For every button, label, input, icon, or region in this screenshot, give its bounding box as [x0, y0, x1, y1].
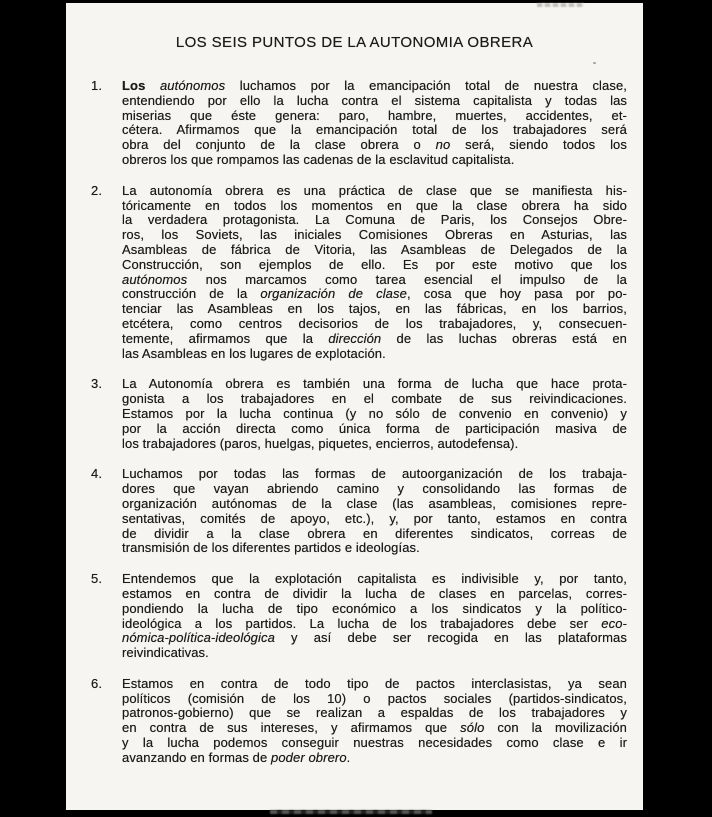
list-item — [91, 184, 627, 362]
text-segment: Estamos por la lucha continua (y no sólo de convenio en convenio) y — [122, 405, 627, 421]
text-line — [122, 736, 627, 751]
text-segment: obreros los que rompamos las cadenas de la esclavitud capitalista. — [122, 151, 515, 167]
point-number: 4. — [91, 466, 103, 482]
text-line — [122, 527, 627, 542]
text-segment: dores que vayan abriendo camino y consolidando las formas de — [122, 481, 627, 497]
text-segment: construcción de la — [122, 286, 261, 302]
page-title: LOS SEIS PUNTOS DE LA AUTONOMIA OBRERA — [175, 34, 534, 51]
text-segment: etcétera, como centros decisorios de los trabajadores, y, consecuen- — [122, 315, 627, 331]
text-line — [122, 751, 627, 766]
point-number: 1. — [91, 78, 103, 93]
text-segment: autónomos — [159, 78, 226, 93]
text-segment: tenciar las Asambleas en los tajos, en las fábricas, en los barrios, — [122, 301, 627, 317]
text-segment: la verdadera protagonista. La Comuna de Paris, los Consejos Obre- — [122, 212, 627, 228]
document-page — [66, 3, 643, 810]
text-segment: pondiendo la lucha de tipo económico a los sindicatos y la político- — [122, 600, 627, 616]
text-segment: Construcción, son ejemplos de ello. Es por este motivo que los — [122, 256, 627, 272]
text-line — [122, 332, 627, 347]
text-line — [122, 721, 627, 736]
text-segment: Luchamos por todas las formas de autoorganización de los trabaja- — [122, 466, 627, 482]
text-line — [122, 79, 627, 94]
text-line — [122, 467, 627, 482]
point-text — [122, 467, 627, 556]
text-line — [122, 199, 627, 214]
text-line — [122, 302, 627, 317]
text-line — [122, 497, 627, 512]
text-line — [122, 258, 627, 273]
text-segment: poder obrero — [271, 749, 347, 765]
text-segment: con la movilización — [484, 720, 627, 736]
text-line — [122, 617, 627, 632]
text-segment: gonista a los trabajadores en el combate de sus reivindicaciones. — [122, 391, 627, 407]
text-segment: entendiendo por ello la lucha contra el sistema capitalista y todas las — [122, 92, 627, 108]
text-segment: las Asambleas en los lugares de explotación. — [122, 345, 386, 361]
text-segment: tóricamente en todos los momentos en que la clase obrera ha sido — [122, 197, 627, 213]
text-line — [122, 377, 627, 392]
text-line — [122, 317, 627, 332]
text-segment: Entendemos que la explotación capitalista es indivisible y, por tanto, — [122, 571, 627, 587]
text-segment: sólo — [460, 720, 485, 736]
text-segment: eco- — [601, 615, 627, 631]
text-segment: los trabajadores (paros, huelgas, piquetes, encierros, autodefensa). — [122, 435, 519, 451]
text-line — [122, 646, 627, 661]
point-text — [122, 79, 627, 168]
scan-artifact-top — [537, 3, 584, 7]
text-segment: patronos-gobierno) que se realizan a espaldas de los trabajadores y — [122, 705, 627, 721]
text-segment: no — [435, 137, 451, 153]
text-segment: y la lucha podemos conseguir nuestras necesidades como clase e ir — [122, 735, 627, 751]
point-number: 2. — [91, 182, 103, 198]
text-segment: sentativas, comités de apoyo, etc.), y, por tanto, estamos en contra — [122, 510, 627, 526]
text-line — [122, 692, 627, 707]
text-segment: avanzando en formas de — [122, 749, 272, 765]
text-segment: cétera. Afirmamos que la emancipación total de los trabajadores será — [122, 122, 627, 138]
point-text — [122, 572, 627, 661]
text-line — [122, 602, 627, 617]
text-line — [122, 706, 627, 721]
text-line — [122, 94, 627, 109]
points-list — [66, 79, 643, 766]
text-segment: Estamos en contra de todo tipo de pactos interclasistas, ya sean — [122, 675, 627, 691]
text-segment: autónomos — [122, 271, 188, 287]
text-segment: ros, los Soviets, las iniciales Comisiones Obreras en Asturias, las — [122, 227, 627, 243]
text-segment: en contra de sus intereses, y afirmamos que — [122, 720, 461, 736]
point-text — [122, 677, 627, 766]
text-line — [122, 512, 627, 527]
text-segment: reivindicativas. — [122, 645, 209, 661]
text-line — [122, 541, 627, 556]
scan-speck — [593, 62, 596, 64]
text-segment: La Autonomía obrera es también una forma de lucha que hace prota- — [122, 376, 627, 392]
text-segment: nos marcamos como tarea esencial el impulso de la — [187, 271, 627, 287]
text-line — [122, 273, 627, 288]
text-segment: estamos en contra de dividir la lucha de clases en parcelas, corres- — [122, 585, 627, 601]
list-item — [91, 467, 627, 556]
text-line — [122, 138, 627, 153]
text-segment: políticos (comisión de los 10) o pactos sociales (partidos-sindicatos, — [122, 690, 627, 706]
point-number: 3. — [91, 376, 103, 392]
text-line — [122, 213, 627, 228]
list-item — [91, 677, 627, 766]
text-segment: transmisión de los diferentes partidos e ideologías. — [122, 540, 420, 556]
text-segment: obra del conjunto de la clase obrera o — [122, 137, 436, 153]
text-segment: nómica-política-ideológica — [122, 630, 275, 646]
text-segment: organización autónomas de la clase (las asambleas, comisiones repre- — [122, 495, 627, 511]
text-segment: dirección — [328, 330, 382, 346]
list-item — [91, 572, 627, 661]
text-line — [122, 422, 627, 437]
text-segment: Asambleas de fábrica de Vitoria, las Asambleas de Delegados de la — [122, 241, 627, 257]
text-line — [122, 184, 627, 199]
text-line — [122, 677, 627, 692]
text-line — [122, 153, 627, 168]
text-line — [122, 631, 627, 646]
text-segment: de dividir a la clase obrera en diferentes sindicatos, correas de — [122, 525, 627, 541]
text-line — [122, 587, 627, 602]
text-segment: . — [346, 749, 351, 765]
scan-artifact-bottom — [270, 810, 432, 814]
text-segment: de las luchas obreras está en — [381, 330, 628, 346]
text-line — [122, 287, 627, 302]
list-item — [91, 377, 627, 451]
text-line — [122, 392, 627, 407]
text-line — [122, 572, 627, 587]
text-line — [122, 482, 627, 497]
text-line — [122, 123, 627, 138]
text-line — [122, 437, 627, 452]
list-item — [91, 79, 627, 168]
point-number: 6. — [91, 675, 103, 691]
point-text — [122, 377, 627, 451]
text-segment: y así debe ser recogida en las plataformas — [274, 630, 627, 646]
point-number: 5. — [91, 571, 103, 587]
text-segment: temente, afirmamos que la — [122, 330, 329, 346]
text-segment: ideológica a los partidos. La lucha de los trabajadores debe ser — [122, 615, 602, 631]
text-segment: será, siendo todos los — [450, 137, 627, 153]
text-segment: luchamos por la emancipación total de nuestra clase, — [225, 78, 628, 93]
text-segment: miserias que éste genera: paro, hambre, muertes, accidentes, et- — [122, 107, 627, 123]
text-segment: organización de clase — [260, 286, 407, 302]
text-line — [122, 347, 627, 362]
point-text — [122, 184, 627, 362]
text-line — [122, 243, 627, 258]
text-segment: por la acción directa como única forma de participación masiva de — [122, 420, 627, 436]
text-line — [122, 228, 627, 243]
text-line — [122, 407, 627, 422]
text-segment: La autonomía obrera es una práctica de clase que se manifiesta his- — [122, 182, 627, 198]
text-segment: , cosa que hoy pasa por po- — [406, 286, 627, 302]
text-line — [122, 109, 627, 124]
text-segment: Los — [122, 78, 160, 93]
